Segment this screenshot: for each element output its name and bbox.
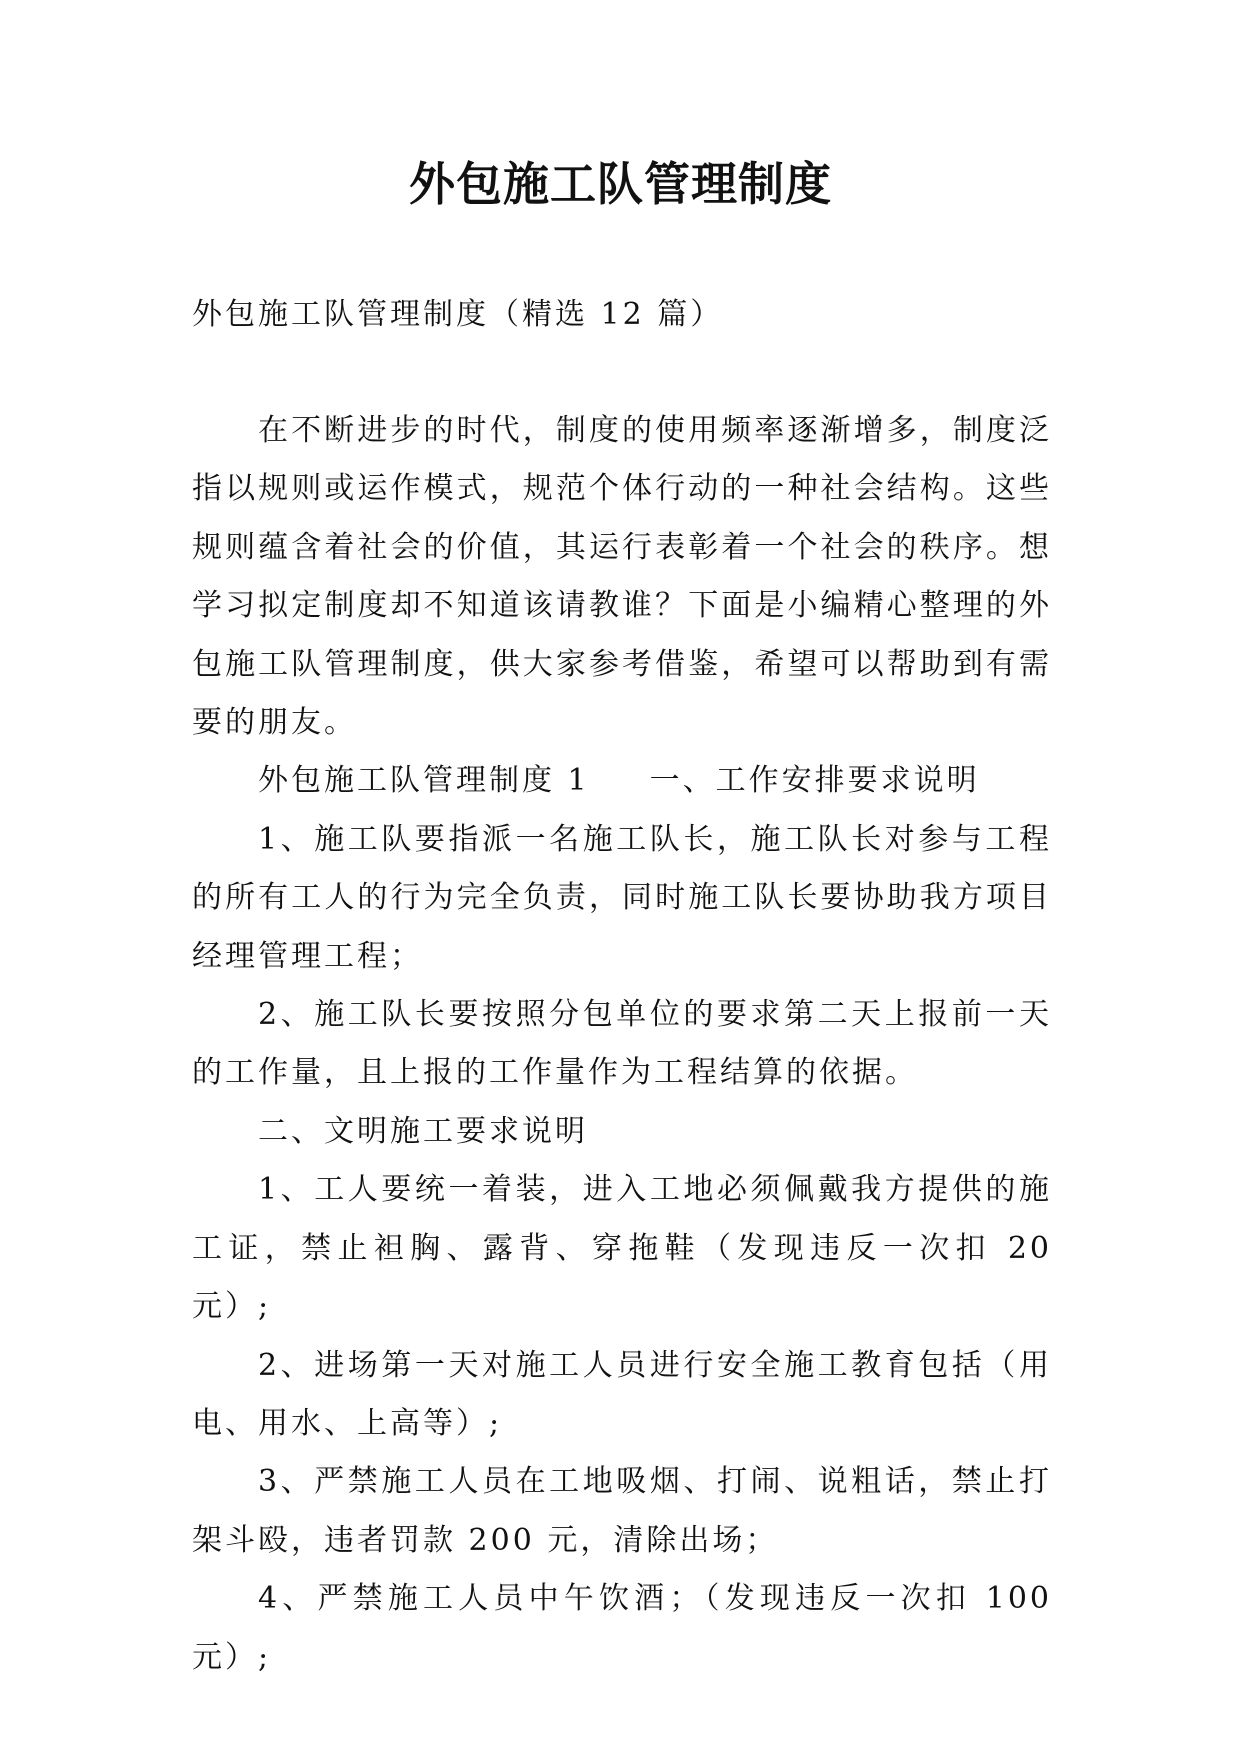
section-heading (192, 752, 1052, 810)
document-title: 外包施工队管理制度 (409, 157, 832, 211)
list-item: 2、施工队长要按照分包单位的要求第二天上报前一天的工作量，且上报的工作量作为工程结算的依据。 (192, 997, 1052, 1091)
section-first-item: 一、工作安排要求说明 (649, 763, 980, 799)
list-item: 1、工人要统一着装，进入工地必须佩戴我方提供的施工证，禁止袒胸、露背、穿拖鞋（发现违反一次扣 20 元）; (192, 1172, 1052, 1325)
document-subtitle: 外包施工队管理制度（精选 12 篇） (192, 297, 724, 332)
list-item: 2、进场第一天对施工人员进行安全施工教育包括（用电、用水、上高等）; (192, 1347, 1052, 1441)
document-body (192, 402, 1052, 1687)
list-item: 4、严禁施工人员中午饮酒；（发现违反一次扣 100 元）; (192, 1581, 1052, 1675)
section-label: 外包施工队管理制度 1 (258, 763, 590, 799)
section-subheading: 二、文明施工要求说明 (258, 1113, 588, 1149)
list-item: 3、严禁施工人员在工地吸烟、打闹、说粗话，禁止打架斗殴，违者罚款 200 元，清除出场； (192, 1464, 1052, 1558)
list-item: 1、施工队要指派一名施工队长，施工队长对参与工程的所有工人的行为完全负责，同时施工队长要协助我方项目经理管理工程； (192, 821, 1052, 974)
intro-paragraph: 在不断进步的时代，制度的使用频率逐渐增多，制度泛指以规则或运作模式，规范个体行动的一种社会结构。这些规则蕴含着社会的价值，其运行表彰着一个社会的秩序。想学习拟定制度却不知道该请教谁？下面是小编精心整理的外包施工队管理制度，供大家参考借鉴，希望可以帮助到有需要的朋友。 (192, 413, 1052, 741)
